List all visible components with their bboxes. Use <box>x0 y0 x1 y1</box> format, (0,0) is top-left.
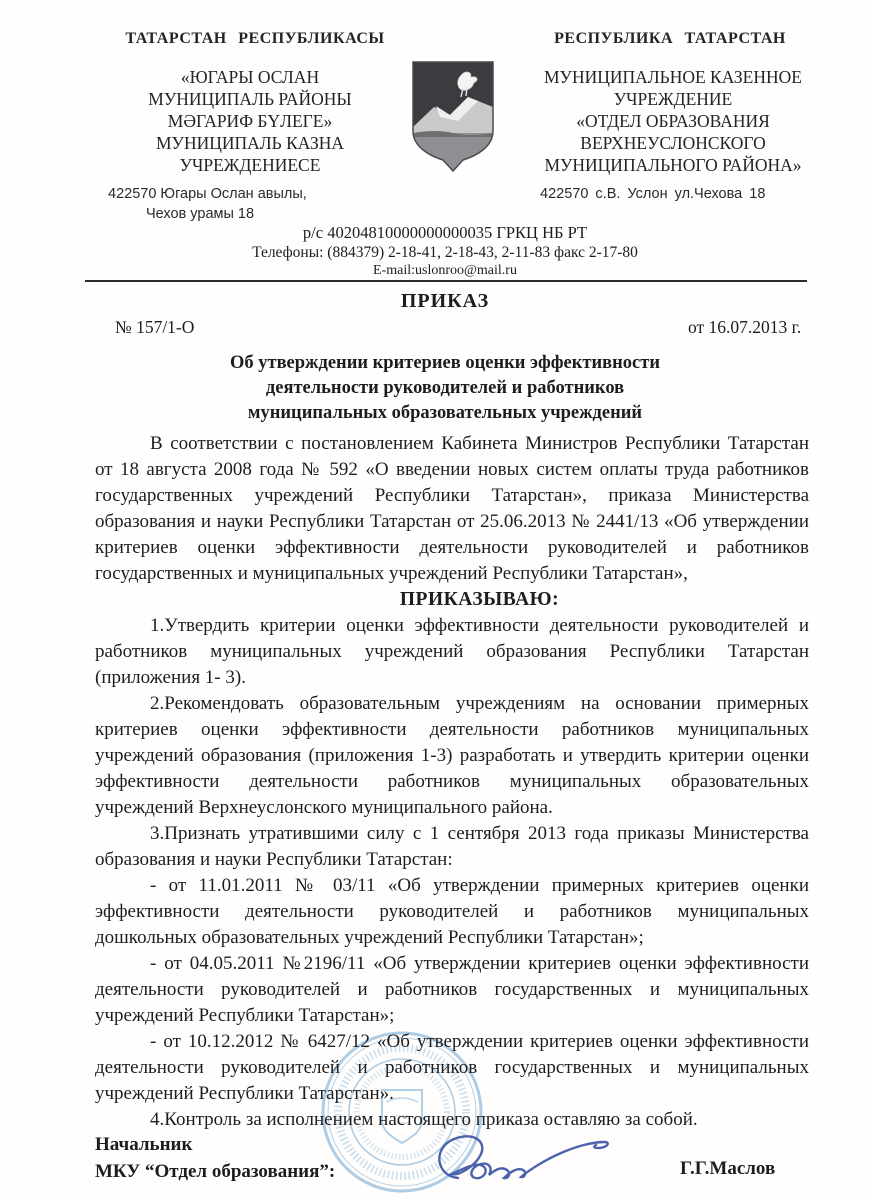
intro-paragraph: В соответствии с постановлением Кабинета Министров Республики Татарстан от 18 августа 2008 года № 592 «О введении новых систем оплаты труда работников государственных учреждений Республики Татарстан», приказа Министерства образования и науки Республики Татарстан от 25.06.2013 № 2441/13 «Об утверждении критериев оценки эффективности деятельности руководителей и работников государственных и муниципальных учреждений Республики Татарстан», <box>95 433 809 584</box>
signatory-position <box>95 1131 335 1185</box>
handwritten-signature-ink <box>428 1122 618 1194</box>
region-label-tatar: ТАТАРСТАН РЕСПУБЛИКАСЫ <box>125 30 385 47</box>
order-item-1: 1.Утвердить критерии оценки эффективности деятельности руководителей и работников муниципальных учреждений образования Республики Татарстан (приложения 1- 3). <box>95 615 809 688</box>
order-item-3-sub-1: - от 11.01.2011 № 03/11 «Об утверждении примерных критериев оценки эффективности деятельности руководителей и работников муниципальных дошкольных образовательных учреждений Республики Татарстан»; <box>95 875 809 948</box>
organization-name-russian <box>498 66 848 176</box>
org-line: УЧРЕЖДЕНИЕ <box>613 89 733 109</box>
address-russian: 422570 с.В. Услон ул.Чехова 18 <box>540 186 766 202</box>
coat-of-arms-icon <box>406 57 500 179</box>
resolution-word: ПРИКАЗЫВАЮ: <box>399 589 560 610</box>
order-item-3-sub-3: - от 10.12.2012 № 6427/12 «Об утверждении критериев оценки эффективности деятельности руководителей и работников государственных и муниципальных учреждений Республики Татарстан». <box>95 1031 809 1104</box>
org-line: «ОТДЕЛ ОБРАЗОВАНИЯ <box>576 111 770 131</box>
region-label-russian: РЕСПУБЛИКА ТАТАРСТАН <box>554 30 786 47</box>
phones-line: Телефоны: (884379) 2-18-41, 2-18-43, 2-11-83 факс 2-17-80 <box>252 244 638 261</box>
org-line: МУНИЦИПАЛЬ КАЗНА <box>156 133 344 153</box>
order-number: № 157/1-О <box>115 317 195 337</box>
letterhead-divider-line <box>85 280 807 282</box>
organization-name-tatar <box>80 66 420 176</box>
order-date: от 16.07.2013 г. <box>688 317 802 337</box>
org-line: МӘГАРИФ БҮЛЕГЕ» <box>167 111 333 131</box>
order-title-line: Об утверждении критериев оценки эффективности <box>229 353 661 373</box>
address-line: Чехов урамы 18 <box>146 206 255 222</box>
address-tatar <box>108 184 388 224</box>
address-line: 422570 Югары Ослан авылы, <box>108 186 307 202</box>
org-line: МУНИЦИПАЛЬ РАЙОНЫ <box>148 89 352 109</box>
order-item-2: 2.Рекомендовать образовательным учреждениям на основании примерных критериев оценки эффективности деятельности работников муниципальных учреждений образования (приложения 1-3) разработать и утвердить критерии оценки эффективности деятельности работников муниципальных образовательных учреждений Верхнеуслонского муниципального района. <box>95 693 809 818</box>
order-title-line: деятельности руководителей и работников <box>265 378 625 398</box>
order-item-4: 4.Контроль за исполнением настоящего приказа оставляю за собой. <box>150 1109 698 1130</box>
bank-account-line: р/с 40204810000000000035 ГРКЦ НБ РТ <box>302 223 588 242</box>
order-title-line: муниципальных образовательных учреждений <box>247 403 643 423</box>
signatory-position-line: МКУ “Отдел образования”: <box>95 1161 336 1182</box>
order-body <box>95 431 809 1133</box>
order-item-3: 3.Признать утратившими силу с 1 сентября 2013 года приказы Министерства образования и науки Республики Татарстан: <box>95 823 809 870</box>
org-line: «ЮГАРЫ ОСЛАН <box>180 67 320 87</box>
email-line: E-mail:uslonroo@mail.ru <box>373 263 517 278</box>
order-title <box>85 351 805 426</box>
document-type-title: ПРИКАЗ <box>400 290 490 312</box>
org-line: МУНИЦИПАЛЬНОЕ КАЗЕННОЕ <box>544 67 802 87</box>
org-line: ВЕРХНЕУСЛОНСКОГО <box>580 133 766 153</box>
signatory-position-line: Начальник <box>95 1134 193 1155</box>
org-line: УЧРЕЖДЕНИЕСЕ <box>179 155 321 175</box>
signatory-name: Г.Г.Маслов <box>680 1158 776 1179</box>
order-item-3-sub-2: - от 04.05.2011 №2196/11 «Об утверждении критериев оценки эффективности деятельности руководителей и работников государственных и муниципальных учреждений Республики Татарстан»; <box>95 953 809 1026</box>
org-line: МУНИЦИПАЛЬНОГО РАЙОНА» <box>544 155 802 175</box>
